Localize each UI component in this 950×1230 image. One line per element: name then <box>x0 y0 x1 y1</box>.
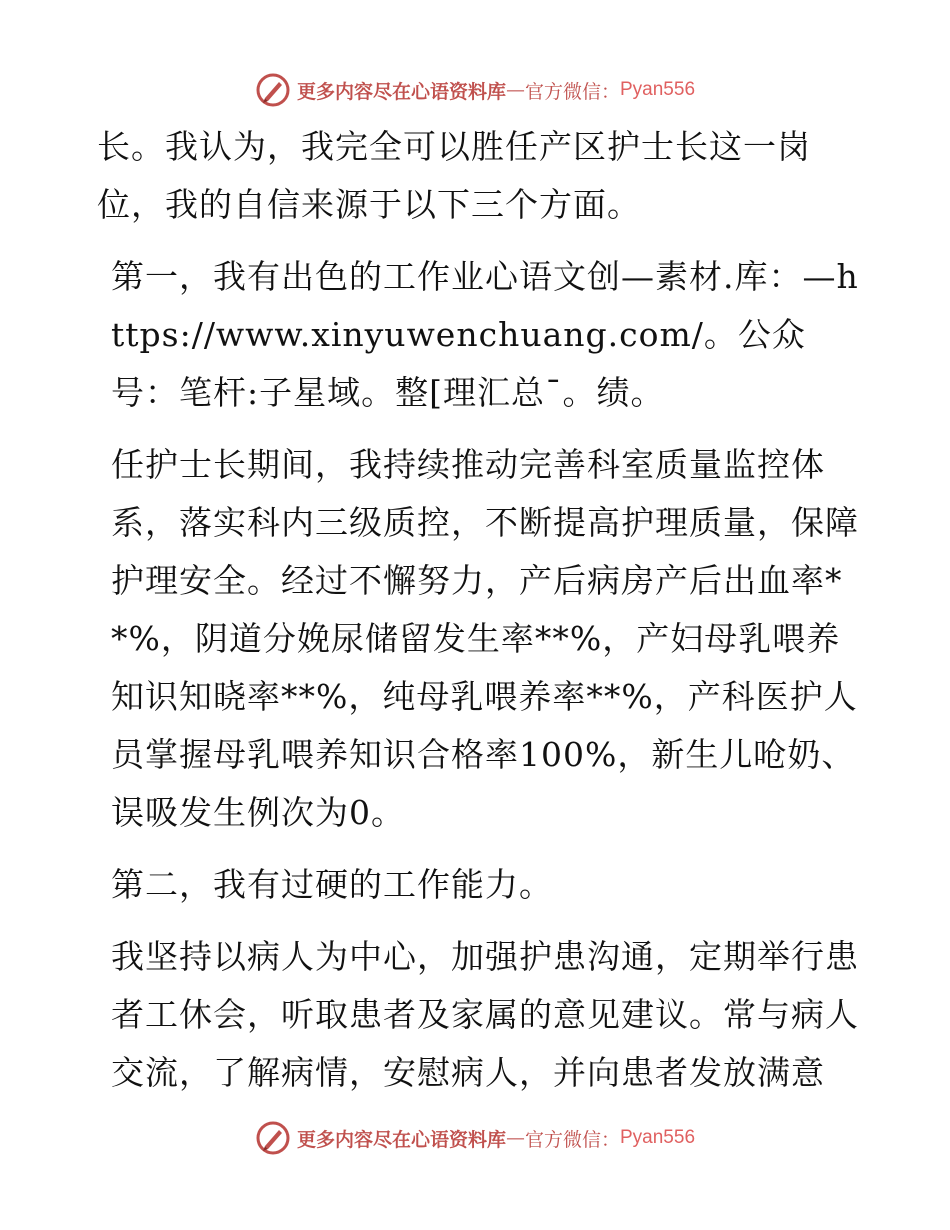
paragraph-second-point: 第二，我有过硬的工作能力。 <box>111 865 553 904</box>
paragraph-second-details: 我坚持以病人为中心，加强护患沟通，定期举行患者工休会，听取患者及家属的意见建议。常与病人交流，了解病情，安慰病人，并向患者发放满意 <box>111 937 859 1092</box>
document-body <box>97 118 867 1102</box>
banner-brand-text: 更多内容尽在心语资料库 <box>296 1128 506 1151</box>
banner-wechat-account: Pyan556 <box>620 79 696 100</box>
footer-banner <box>0 1118 950 1158</box>
paragraph-first-point: 第一，我有出色的工作业心语文创—素材.库：—https://www.xinyuwenchuang.com/。公众号：笔杆:子星域。整[理汇总¯。绩。 <box>111 257 859 412</box>
pen-logo-icon <box>255 72 291 108</box>
banner-wechat-account: Pyan556 <box>620 1127 696 1148</box>
banner-separator: — <box>505 79 525 101</box>
pen-logo-icon <box>255 1120 291 1156</box>
banner-wechat-label: 官方微信： <box>524 1128 620 1151</box>
banner-brand-text: 更多内容尽在心语资料库 <box>296 80 506 103</box>
banner-wechat-label: 官方微信： <box>524 80 620 103</box>
paragraph-intro: 长。我认为，我完全可以胜任产区护士长这一岗位，我的自信来源于以下三个方面。 <box>97 127 811 224</box>
paragraph-first-details: 任护士长期间，我持续推动完善科室质量监控体系，落实科内三级质控，不断提高护理质量，保障护理安全。经过不懈努力，产后病房产后出血率**%，阴道分娩尿储留发生率**%，产妇母乳喂养知识知晓率**%，纯母乳喂养率**%，产科医护人员掌握母乳喂养知识合格率100%，新生儿呛奶、误吸发生例次为0。 <box>111 445 859 832</box>
header-banner <box>0 70 950 110</box>
banner-separator: — <box>505 1127 525 1149</box>
